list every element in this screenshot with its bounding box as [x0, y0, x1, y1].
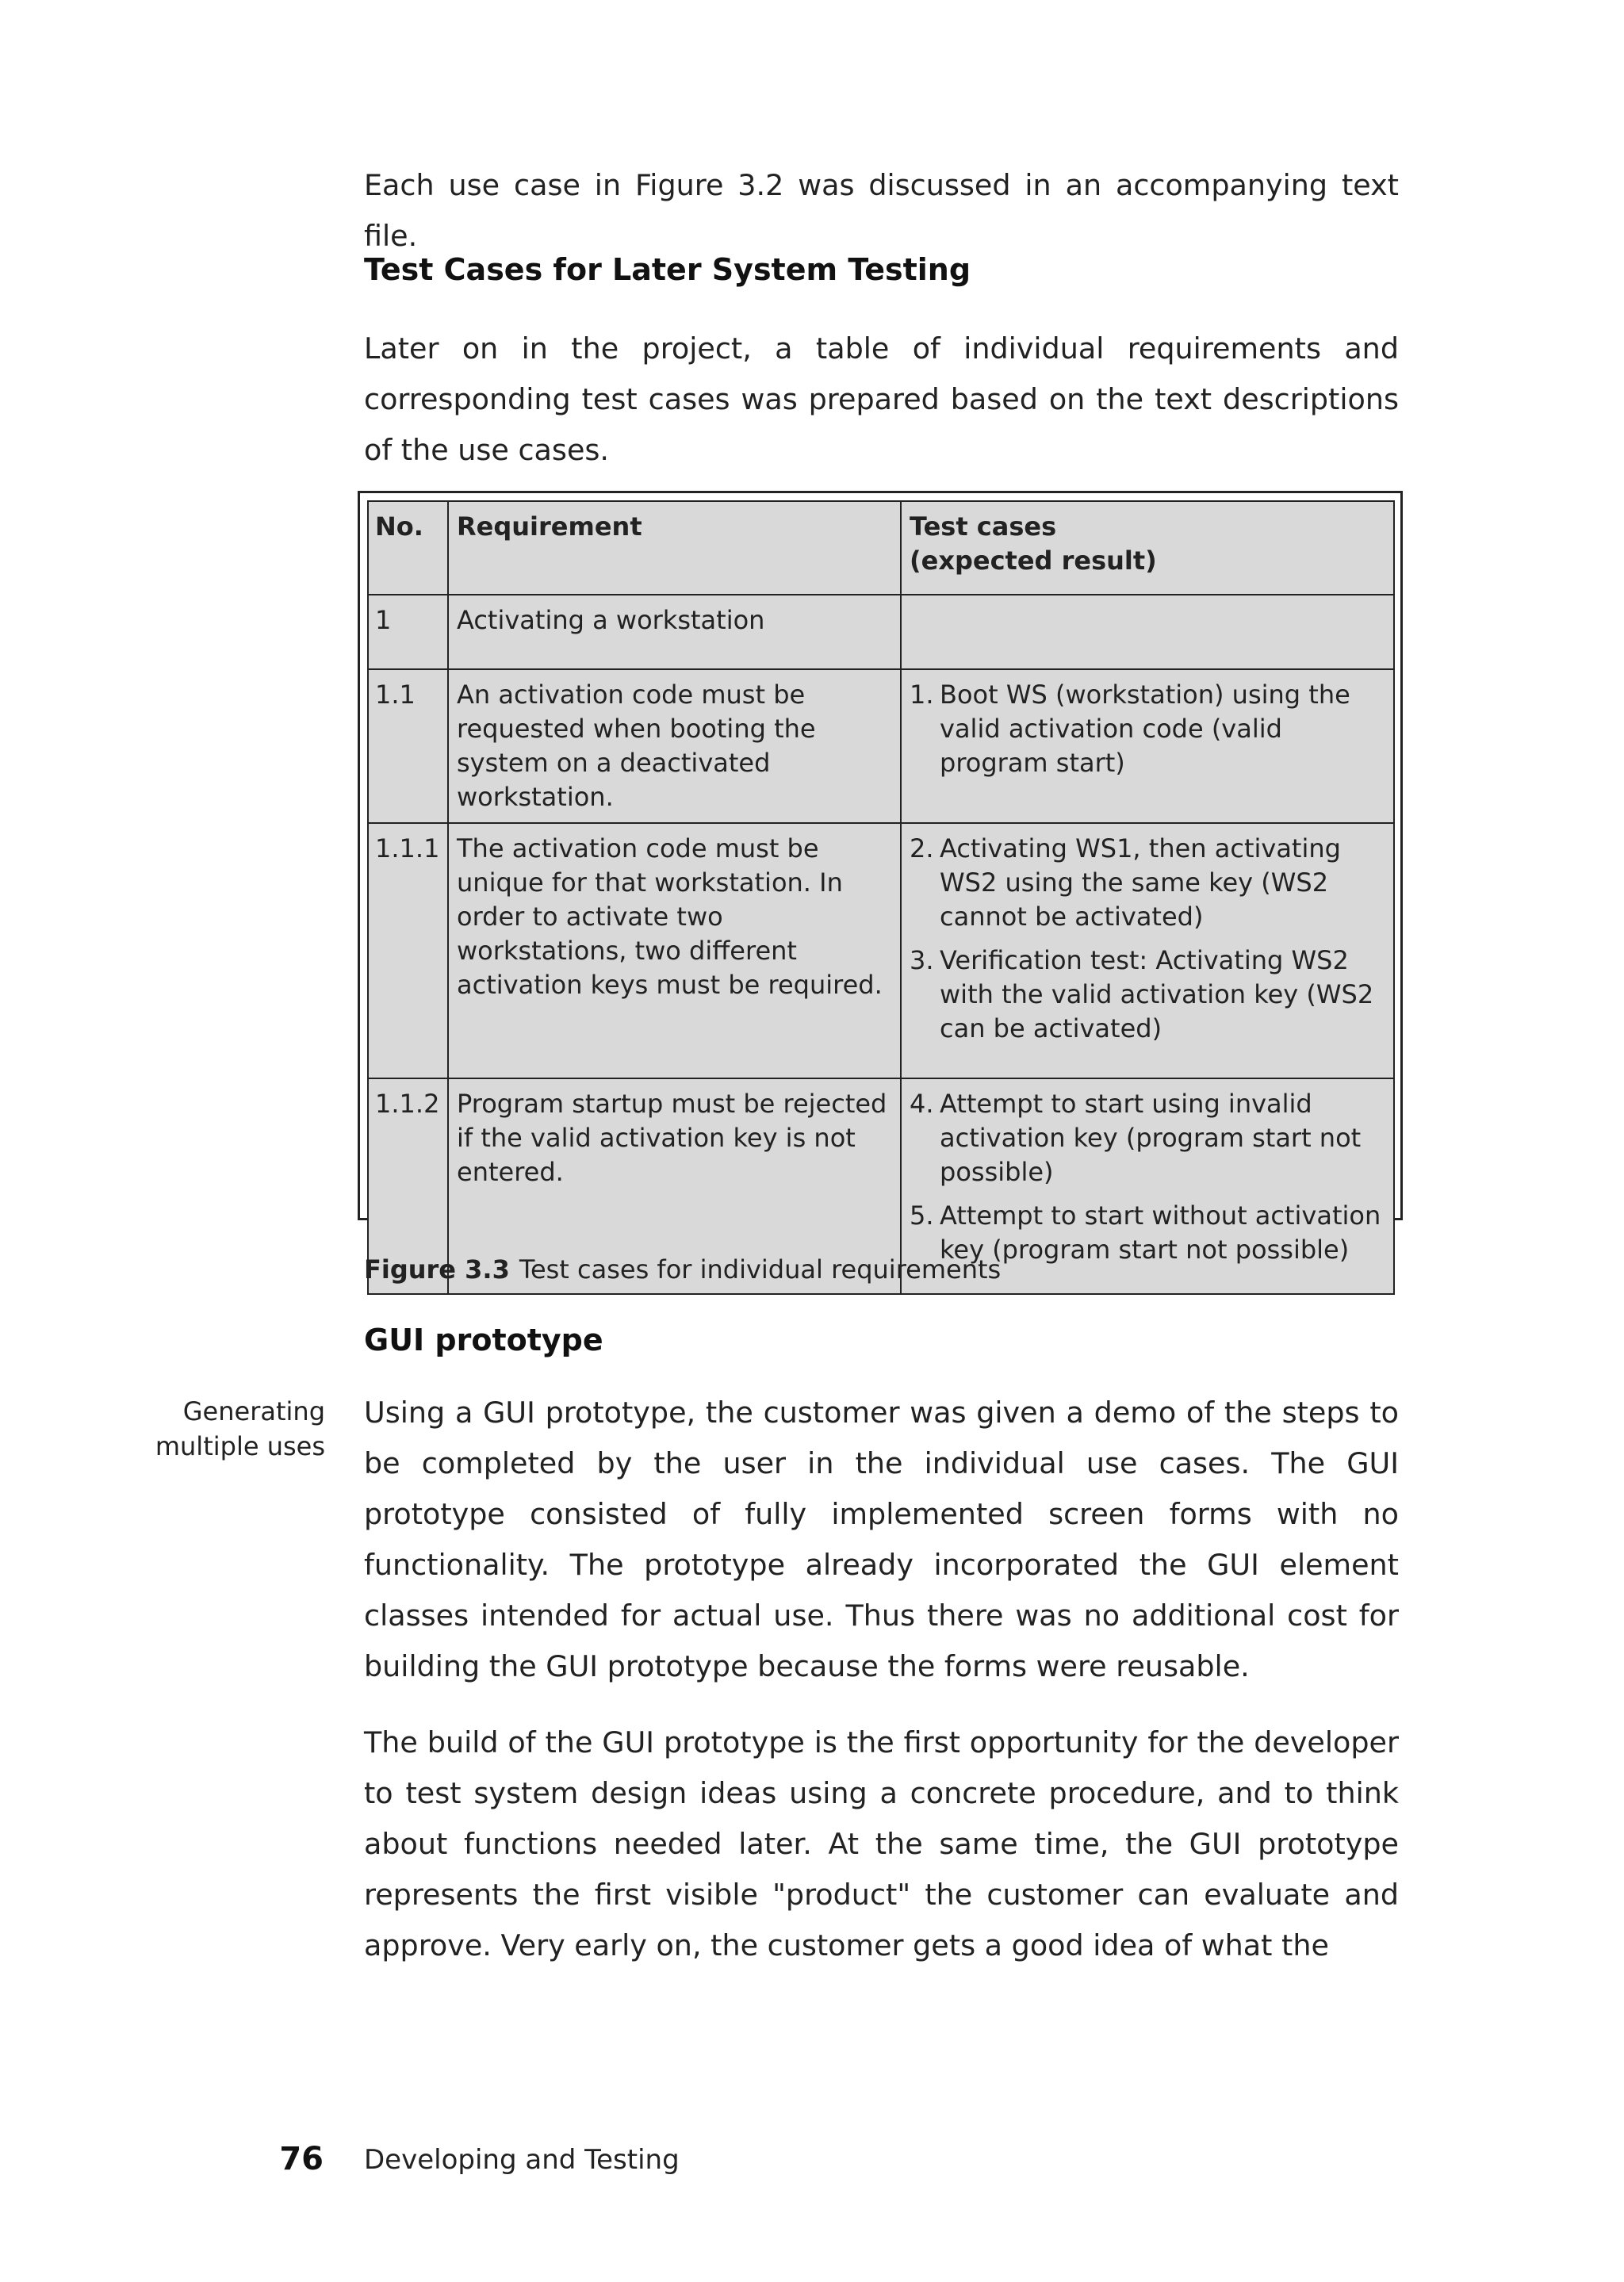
- test-case-item: [910, 944, 1385, 1046]
- figure-caption: [364, 1254, 1001, 1285]
- test-case-number: 2.: [910, 833, 934, 863]
- table-header-row: [368, 501, 1394, 595]
- paragraph-gui-1: Using a GUI prototype, the customer was given a demo of the steps to be completed by the user in the individual use cases. The GUI prototype consisted of fully implemented screen forms with no functionality. The prototype already incorporated the GUI element classes intended for actual use. Thus there was no additional cost for building the GUI prototype because the forms were reusable.: [364, 1396, 1399, 1683]
- cell-no: 1.1.2: [368, 1078, 448, 1294]
- cell-no: 1.1: [368, 669, 448, 823]
- cell-no: 1.1.1: [368, 823, 448, 1078]
- page-number: 76: [279, 2141, 324, 2177]
- table-row: [368, 595, 1394, 669]
- intro-line: Each use case in Figure 3.2 was discussed in an accompanying text file.: [364, 168, 1399, 253]
- test-case-text: Attempt to start using invalid activation key (program start not possible): [940, 1089, 1362, 1187]
- test-case-text: Attempt to start without activation key (program start not possible): [940, 1200, 1381, 1265]
- cell-test-cases: [901, 595, 1394, 669]
- cell-test-cases: [901, 823, 1394, 1078]
- header-test-cases: [901, 501, 1394, 595]
- test-case-number: 1.: [910, 680, 934, 710]
- cell-requirement: An activation code must be requested when booting the system on a deactivated workstation.: [448, 669, 901, 823]
- section-heading-test-cases: Test Cases for Later System Testing: [364, 252, 971, 287]
- header-no: No.: [368, 501, 448, 595]
- test-case-text: Verification test: Activating WS2 with the valid activation key (WS2 can be activated): [940, 945, 1374, 1043]
- test-case-item: [910, 1087, 1385, 1189]
- test-case-text: Activating WS1, then activating WS2 using the same key (WS2 cannot be activated): [940, 833, 1341, 932]
- margin-note-line1: Generating: [182, 1396, 325, 1426]
- cell-requirement: The activation code must be unique for that workstation. In order to activate two workstations, two different activation keys must be required.: [448, 823, 901, 1078]
- test-case-item: [910, 678, 1385, 780]
- header-requirement: Requirement: [448, 501, 901, 595]
- test-case-text: Boot WS (workstation) using the valid activation code (valid program start): [940, 680, 1350, 778]
- cell-test-cases: [901, 669, 1394, 823]
- test-case-item: [910, 832, 1385, 934]
- cell-requirement: Program startup must be rejected if the valid activation key is not entered.: [448, 1078, 901, 1294]
- cell-requirement: Activating a workstation: [448, 595, 901, 669]
- table-row: [368, 669, 1394, 823]
- test-case-number: 5.: [910, 1200, 934, 1231]
- running-footer: Developing and Testing: [364, 2144, 680, 2176]
- header-test-cases-line1: Test cases: [910, 511, 1057, 542]
- figure-caption-text: Test cases for individual requirements: [519, 1254, 1002, 1285]
- table-row: [368, 823, 1394, 1078]
- cell-no: 1: [368, 595, 448, 669]
- margin-note: [119, 1394, 325, 1464]
- margin-note-line2: multiple uses: [155, 1431, 325, 1461]
- test-case-number: 4.: [910, 1089, 934, 1119]
- header-test-cases-line2: (expected result): [910, 546, 1157, 576]
- requirements-table: [367, 500, 1395, 1295]
- paragraph-test-cases: Later on in the project, a table of individual requirements and corresponding test cases was prepared based on the text descriptions of the use cases.: [364, 331, 1399, 467]
- requirements-table-frame: [358, 491, 1403, 1265]
- test-case-number: 3.: [910, 945, 934, 975]
- paragraph-gui-2: The build of the GUI prototype is the first opportunity for the developer to test system design ideas using a concrete procedure, and to think about functions needed later. At the same time, the GUI prototype represents the first visible "product" the customer can evaluate and approve. Very early on, the customer gets a good idea of what the: [364, 1725, 1399, 1962]
- figure-label: Figure 3.3: [364, 1254, 510, 1285]
- section-heading-gui-prototype: GUI prototype: [364, 1323, 603, 1357]
